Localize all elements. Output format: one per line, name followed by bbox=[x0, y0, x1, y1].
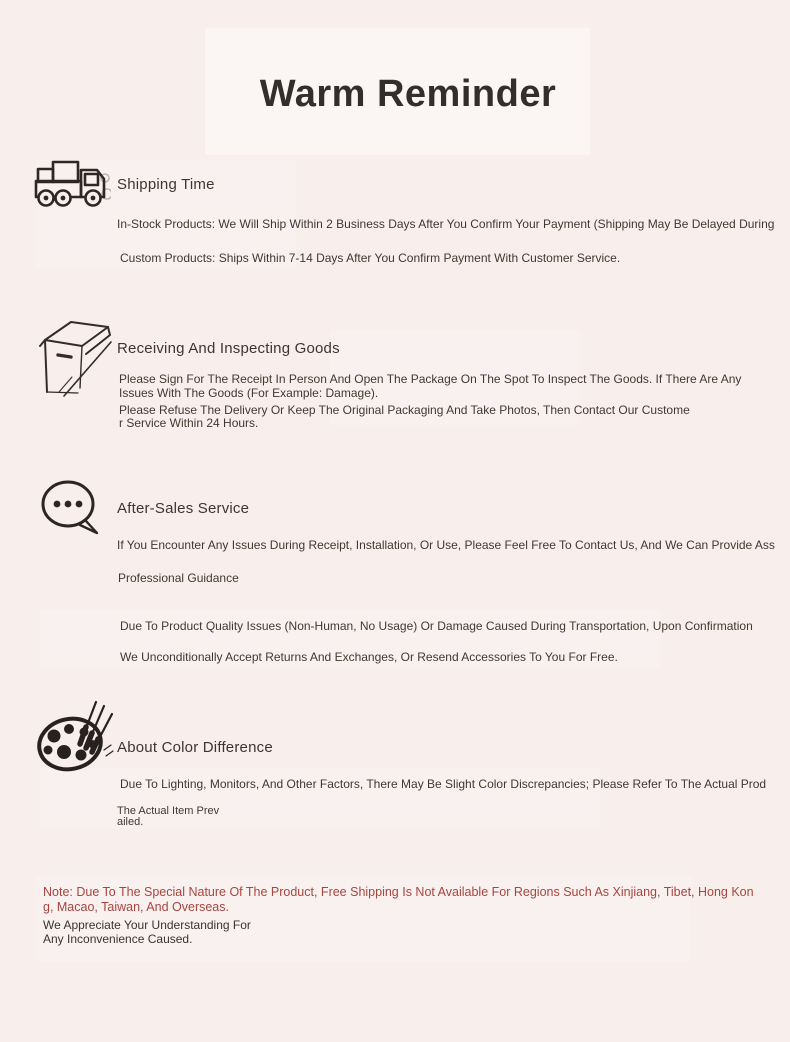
receiving-sign-text-line1: Please Sign For The Receipt In Person And Open The Package On The Spot To Inspect The Goods. If There Are Any bbox=[119, 372, 742, 386]
shipping-instock-text: In-Stock Products: We Will Ship Within 2 Business Days After You Confirm Your Payment (Shipping May Be Delayed During bbox=[117, 217, 775, 231]
color-difference-actual-item-line1: The Actual Item Prev bbox=[117, 805, 220, 817]
receiving-sign-text-line2: Issues With The Goods (For Example: Damage). bbox=[119, 386, 379, 400]
after-sales-guidance-text: Professional Guidance bbox=[118, 571, 239, 585]
after-sales-returns-text: We Unconditionally Accept Returns And Exchanges, Or Resend Accessories To You For Free. bbox=[120, 650, 618, 664]
section-heading-after-sales: After-Sales Service bbox=[117, 500, 250, 517]
page-title: Warm Reminder bbox=[259, 73, 557, 115]
shipping-custom-text: Custom Products: Ships Within 7-14 Days After You Confirm Payment With Customer Service. bbox=[120, 251, 621, 265]
note-shipping-restriction-line1: Note: Due To The Special Nature Of The Product, Free Shipping Is Not Available For Regions Such As Xinjiang, Tibet, Hong Kon bbox=[43, 885, 754, 899]
chat-bubble-icon bbox=[40, 477, 102, 537]
note-understanding-line2: Any Inconvenience Caused. bbox=[43, 932, 193, 946]
open-box-icon bbox=[38, 316, 114, 398]
section-heading-color-difference: About Color Difference bbox=[117, 739, 273, 756]
section-heading-receiving: Receiving And Inspecting Goods bbox=[117, 340, 340, 357]
paint-palette-icon bbox=[34, 696, 118, 776]
note-shipping-restriction-line2: g, Macao, Taiwan, And Overseas. bbox=[43, 900, 229, 914]
section-heading-shipping-time: Shipping Time bbox=[117, 176, 215, 193]
color-difference-actual-item-line2: ailed. bbox=[117, 816, 144, 828]
receiving-refuse-text-line2: r Service Within 24 Hours. bbox=[119, 416, 259, 430]
receiving-refuse-text-line1: Please Refuse The Delivery Or Keep The Original Packaging And Take Photos, Then Contact Our Custome bbox=[119, 403, 690, 417]
color-difference-lighting-text: Due To Lighting, Monitors, And Other Factors, There May Be Slight Color Discrepancies; Please Refer To The Actual Prod bbox=[120, 777, 767, 791]
after-sales-contact-text: If You Encounter Any Issues During Receipt, Installation, Or Use, Please Feel Free To Contact Us, And We Can Provide Ass bbox=[117, 538, 775, 552]
note-understanding-line1: We Appreciate Your Understanding For bbox=[43, 918, 251, 932]
delivery-truck-icon bbox=[33, 156, 111, 208]
after-sales-quality-text: Due To Product Quality Issues (Non-Human, No Usage) Or Damage Caused During Transportation, Upon Confirmation bbox=[120, 619, 753, 633]
